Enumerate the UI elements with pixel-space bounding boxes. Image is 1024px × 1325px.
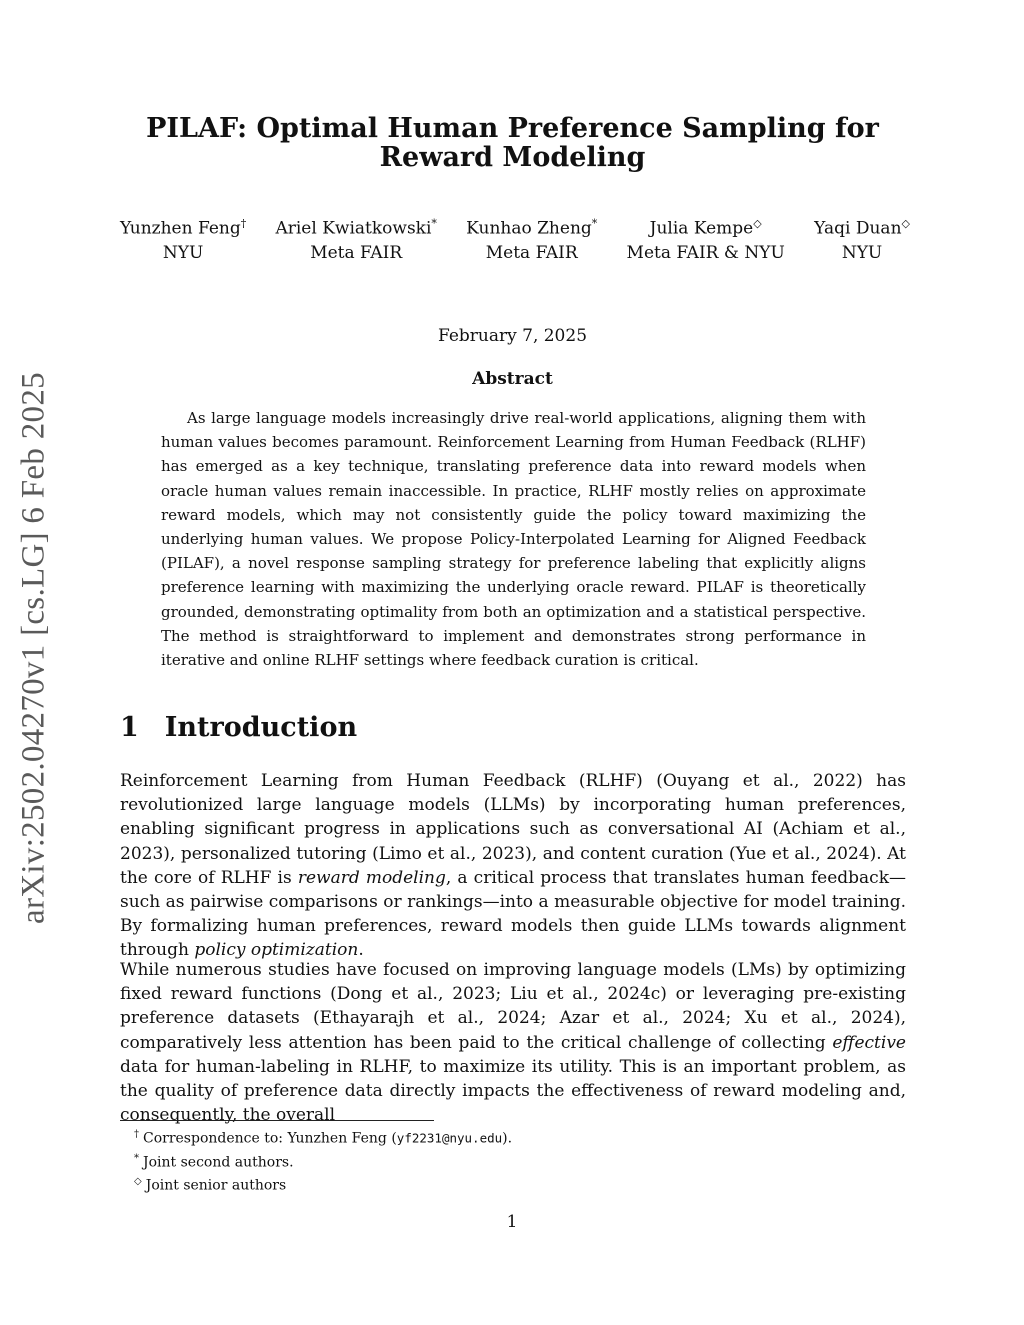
footnote-mark: † — [134, 1129, 139, 1140]
author-name: Yaqi Duan — [814, 218, 902, 239]
footnote-mark: * — [134, 1152, 139, 1164]
footnote-text: ). — [502, 1130, 513, 1147]
section-title: Introduction — [164, 712, 358, 743]
footnote-text: Joint senior authors — [145, 1177, 287, 1194]
author-affiliation: NYU — [841, 242, 883, 263]
footnote-rule — [120, 1120, 434, 1121]
footnote-text: Correspondence to: Yunzhen Feng ( — [143, 1130, 397, 1147]
footnote-text: Joint second authors. — [143, 1154, 294, 1171]
author-affiliation: NYU — [162, 242, 204, 263]
intro-paragraph-2 — [120, 958, 906, 1127]
intro-paragraph-1 — [120, 769, 906, 963]
author-affiliation: Meta FAIR & NYU — [626, 242, 785, 263]
author-list — [120, 212, 910, 265]
author-mark: * — [591, 217, 598, 230]
paragraph-text: data for human-labeling in RLHF, to maximize its utility. This is an important problem, as the quality of preference data directly impacts the effectiveness of reward modeling and, consequently, the overall — [120, 1056, 906, 1126]
paragraph-text: . — [358, 940, 364, 961]
author-name: Ariel Kwiatkowski — [275, 218, 432, 239]
paper-title: PILAF: Optimal Human Preference Sampling for Reward Modeling — [146, 113, 879, 173]
author — [814, 212, 910, 265]
author — [466, 212, 597, 265]
author-mark: * — [431, 217, 437, 230]
emphasis-text: policy optimization — [194, 940, 359, 961]
footnotes — [134, 1125, 512, 1196]
emphasis-text: reward modeling — [297, 867, 446, 888]
paragraph-text: , a critical process that translates human feedback—such as pairwise comparisons or rankings—into a measurable objective for model training. By formalizing human preferences, reward models then guide LLMs towards alignment through — [120, 867, 906, 961]
author-mark: † — [240, 217, 247, 230]
arxiv-id: arXiv:2502.04270v1 [cs.LG] 6 Feb 2025 — [15, 371, 52, 924]
author — [120, 212, 246, 265]
abstract-heading: Abstract — [472, 369, 553, 389]
section-number: 1 — [120, 712, 139, 743]
author-mark: ◇ — [753, 217, 762, 230]
author-mark: ◇ — [901, 217, 910, 230]
paragraph-text: While numerous studies have focused on improving language models (LMs) by optimizing fixed reward functions (Dong et al., 2023; Liu et al., 2024c) or leveraging pre-existing preference datasets (Ethayarajh et al., 2024; Azar et al., 2024; Xu et al., 2024), comparatively less attention has been paid to the critical challenge of collecting — [120, 960, 906, 1053]
emphasis-text: effective — [832, 1032, 906, 1053]
author-affiliation: Meta FAIR — [485, 242, 578, 263]
author — [275, 212, 436, 265]
author-affiliation: Meta FAIR — [310, 242, 403, 263]
page-number: 1 — [506, 1212, 518, 1232]
author — [627, 212, 785, 265]
author-name: Julia Kempe — [649, 218, 754, 239]
abstract-text: As large language models increasingly drive real-world applications, aligning them with human values becomes paramount. Reinforcement Learning from Human Feedback (RLHF) has emerged as a key technique, translating preference data into reward models when oracle human values remain inaccessible. In practice, RLHF mostly relies on approximate reward models, which may not consistently guide the policy toward maximizing the underlying human values. We propose Policy-Interpolated Learning for Aligned Feedback (PILAF), a novel response sampling strategy for preference labeling that explicitly aligns preference learning with maximizing the underlying oracle reward. PILAF is theoretically grounded, demonstrating optimality from both an optimization and a statistical perspective. The method is straightforward to implement and demonstrates strong performance in iterative and online RLHF settings where feedback curation is critical. — [161, 409, 866, 670]
paragraph-text: Reinforcement Learning from Human Feedback (RLHF) (Ouyang et al., 2022) has revolutionized large language models (LLMs) by incorporating human preferences, enabling significant progress in applications such as conversational AI (Achiam et al., 2023), personalized tutoring (Limo et al., 2023), and content curation (Yue et al., 2024). At the core of RLHF is — [120, 771, 906, 888]
footnote — [134, 1149, 512, 1173]
footnote — [134, 1172, 512, 1196]
section-heading — [120, 712, 357, 743]
footnote — [134, 1125, 512, 1149]
footnote-mark: ◇ — [134, 1176, 142, 1188]
publication-date: February 7, 2025 — [437, 326, 588, 346]
email-link[interactable]: yf2231@nyu.edu — [396, 1130, 503, 1146]
arxiv-identifier-sidebar — [0, 365, 68, 930]
author-name: Kunhao Zheng — [466, 218, 592, 239]
author-name: Yunzhen Feng — [120, 218, 241, 239]
